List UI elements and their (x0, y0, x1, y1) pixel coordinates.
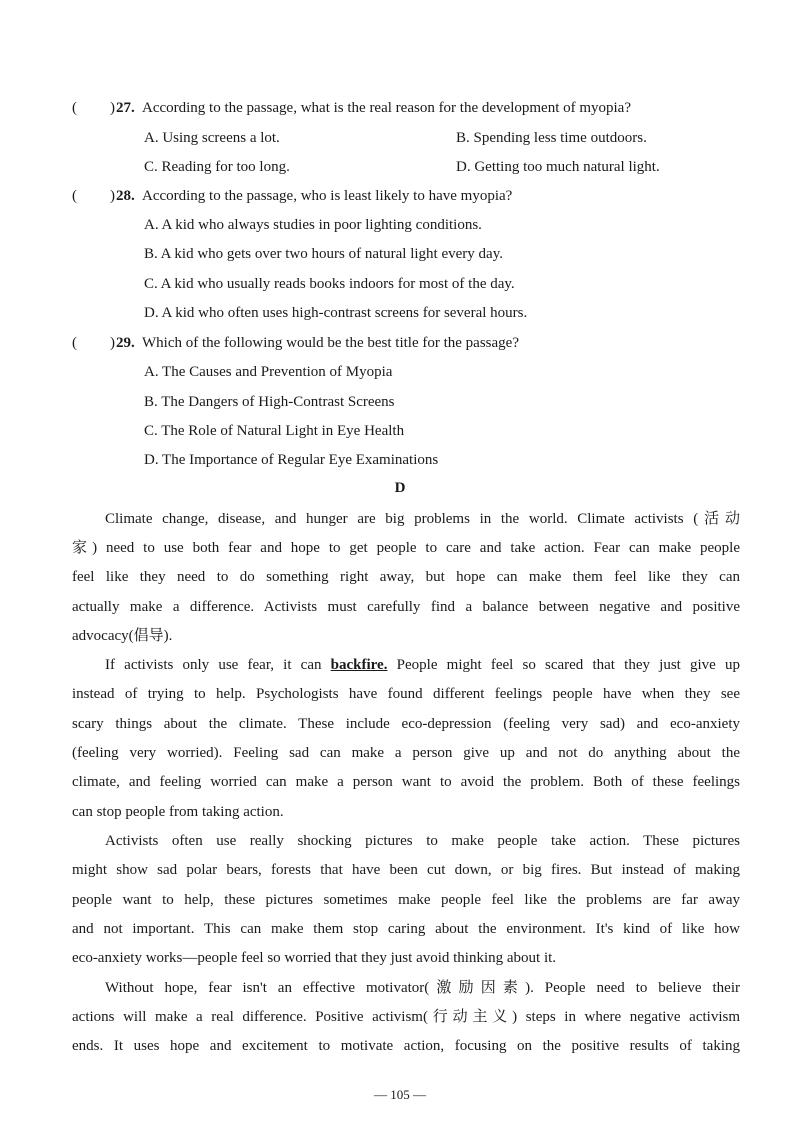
option-c: C. Reading for too long. (144, 159, 290, 175)
passage-line: Climate change, disease, and hunger are big problems in the world. Climate activists (活动 (105, 511, 740, 527)
passage-line: and not important. This can make them stop caring about the environment. It's kind of like how (72, 921, 740, 937)
answer-paren-close: ) (110, 100, 115, 116)
option-d: D. Getting too much natural light. (456, 159, 660, 175)
option-c: C. The Role of Natural Light in Eye Health (144, 423, 405, 439)
option-b: B. The Dangers of High-Contrast Screens (144, 394, 395, 410)
passage-text: If activists only use fear, it can (105, 657, 331, 673)
answer-paren-close: ) (110, 188, 115, 204)
option-c: C. A kid who usually reads books indoors for most of the day. (144, 276, 515, 292)
answer-paren-open: ( (72, 100, 77, 116)
question-number: 28. (116, 188, 135, 204)
passage-line: advocacy(倡导). (72, 628, 173, 644)
option-d: D. The Importance of Regular Eye Examinations (144, 452, 439, 468)
question-text: Which of the following would be the best title for the passage? (142, 335, 519, 351)
answer-paren-close: ) (110, 335, 115, 351)
option-a: A. A kid who always studies in poor lighting conditions. (144, 217, 482, 233)
option-b: B. Spending less time outdoors. (456, 130, 647, 146)
passage-line: Without hope, fear isn't an effective motivator(激励因素). People need to believe their (105, 980, 740, 996)
answer-paren-open: ( (72, 188, 77, 204)
passage-line: instead of trying to help. Psychologists have found different feelings people have when they see (72, 686, 740, 702)
option-d: D. A kid who often uses high-contrast screens for several hours. (144, 305, 528, 321)
page-number: — 105 — (374, 1087, 426, 1102)
passage-line: Activists often use really shocking pictures to make people take action. These pictures (105, 833, 740, 849)
passage-line: (feeling very worried). Feeling sad can make a person give up and not do anything about the (72, 745, 740, 761)
section-title: D (394, 480, 406, 496)
passage-line: climate, and feeling worried can make a person want to avoid the problem. Both of these feelings (72, 774, 740, 790)
passage-line: people want to help, these pictures sometimes make people feel like the problems are far away (72, 892, 740, 908)
keyword-backfire: backfire. (330, 657, 388, 673)
passage-line: ends. It uses hope and excitement to motivate action, focusing on the positive results of taking (72, 1038, 740, 1054)
option-b: B. A kid who gets over two hours of natural light every day. (144, 246, 503, 262)
passage-line: feel like they need to do something right away, but hope can make them feel like they can (72, 569, 740, 585)
question-number: 29. (116, 335, 135, 351)
option-a: A. The Causes and Prevention of Myopia (144, 364, 393, 380)
passage-line: scary things about the climate. These include eco-depression (feeling very sad) and eco-anxiety (72, 716, 740, 732)
passage-line: 家) need to use both fear and hope to get people to care and take action. Fear can make people (72, 540, 740, 556)
passage-text: People might feel so scared that they just give up (387, 657, 740, 673)
passage-line: eco-anxiety works—people feel so worried that they just avoid thinking about it. (72, 950, 557, 966)
question-text: According to the passage, what is the real reason for the development of myopia? (142, 100, 632, 116)
option-a: A. Using screens a lot. (144, 130, 280, 146)
question-number: 27. (116, 100, 135, 116)
passage-line: can stop people from taking action. (72, 804, 284, 820)
passage-line: might show sad polar bears, forests that have been cut down, or big fires. But instead of making (72, 862, 740, 878)
passage-line (105, 655, 740, 675)
answer-paren-open: ( (72, 335, 77, 351)
passage-line: actually make a difference. Activists must carefully find a balance between negative and positive (72, 599, 740, 615)
passage-line: actions will make a real difference. Positive activism(行动主义) steps in where negative activism (72, 1009, 740, 1025)
question-text: According to the passage, who is least likely to have myopia? (142, 188, 513, 204)
